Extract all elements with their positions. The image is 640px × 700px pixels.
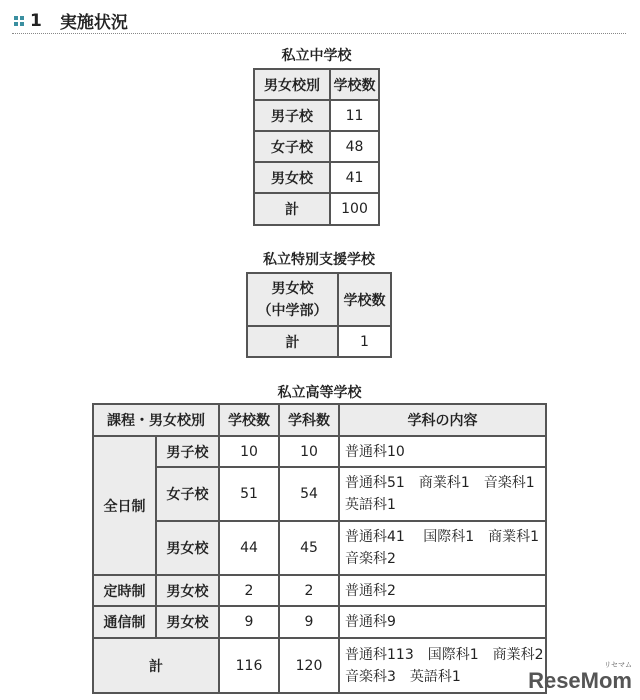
cell: 45 bbox=[279, 521, 339, 575]
cell: 44 bbox=[219, 521, 279, 575]
table2-caption: 私立特別支援学校 bbox=[263, 252, 375, 268]
cell: 120 bbox=[279, 638, 339, 693]
row-label: 女子校 bbox=[156, 467, 219, 521]
table1-caption: 私立中学校 bbox=[281, 48, 352, 64]
row-label: 男女校 bbox=[156, 606, 219, 638]
header: 学校数 bbox=[338, 273, 391, 326]
row-label: 女子校 bbox=[254, 131, 330, 162]
high-school-table bbox=[92, 403, 558, 694]
cell: 48 bbox=[330, 131, 379, 162]
cell: 41 bbox=[330, 162, 379, 193]
cell: 10 bbox=[219, 436, 279, 467]
total-label: 計 bbox=[93, 638, 219, 693]
cell: 普通科113 国際科1 商業科2 音楽科3 英語科1 bbox=[339, 638, 546, 693]
cell: 11 bbox=[330, 100, 379, 131]
cell: 51 bbox=[219, 467, 279, 521]
group-label: 全日制 bbox=[93, 436, 156, 575]
bullet-icon bbox=[14, 16, 24, 26]
header: 学校数 bbox=[330, 69, 379, 100]
group-label: 通信制 bbox=[93, 606, 156, 638]
section-number: 1 bbox=[30, 10, 42, 31]
header: 学校数 bbox=[219, 404, 279, 436]
cell: 普通科10 bbox=[339, 436, 546, 467]
cell: 9 bbox=[279, 606, 339, 638]
header: 男女校 （中学部） bbox=[247, 273, 338, 326]
junior-high-table bbox=[253, 68, 380, 226]
header: 学科の内容 bbox=[339, 404, 546, 436]
cell: 2 bbox=[279, 575, 339, 606]
cell: 普通科9 bbox=[339, 606, 546, 638]
header: 課程・男女校別 bbox=[93, 404, 219, 436]
cell: 100 bbox=[330, 193, 379, 225]
row-label: 男子校 bbox=[254, 100, 330, 131]
cell: 1 bbox=[338, 326, 391, 357]
header: 男女校別 bbox=[254, 69, 330, 100]
divider bbox=[12, 33, 626, 34]
header: 学科数 bbox=[279, 404, 339, 436]
cell: 54 bbox=[279, 467, 339, 521]
row-label: 計 bbox=[254, 193, 330, 225]
row-label: 男女校 bbox=[254, 162, 330, 193]
special-support-table bbox=[246, 272, 392, 358]
group-label: 定時制 bbox=[93, 575, 156, 606]
watermark-logo: リセマム ReseMom bbox=[528, 662, 632, 693]
section-heading bbox=[14, 8, 128, 33]
row-label: 計 bbox=[247, 326, 338, 357]
cell: 普通科51 商業科1 音楽科1 英語科1 bbox=[339, 467, 546, 521]
cell: 116 bbox=[219, 638, 279, 693]
cell: 10 bbox=[279, 436, 339, 467]
table3-caption: 私立高等学校 bbox=[277, 385, 362, 401]
cell: 9 bbox=[219, 606, 279, 638]
cell: 2 bbox=[219, 575, 279, 606]
cell: 普通科41 国際科1 商業科1 音楽科2 bbox=[339, 521, 546, 575]
cell: 普通科2 bbox=[339, 575, 546, 606]
row-label: 男子校 bbox=[156, 436, 219, 467]
section-title: 実施状況 bbox=[59, 13, 128, 33]
row-label: 男女校 bbox=[156, 521, 219, 575]
row-label: 男女校 bbox=[156, 575, 219, 606]
